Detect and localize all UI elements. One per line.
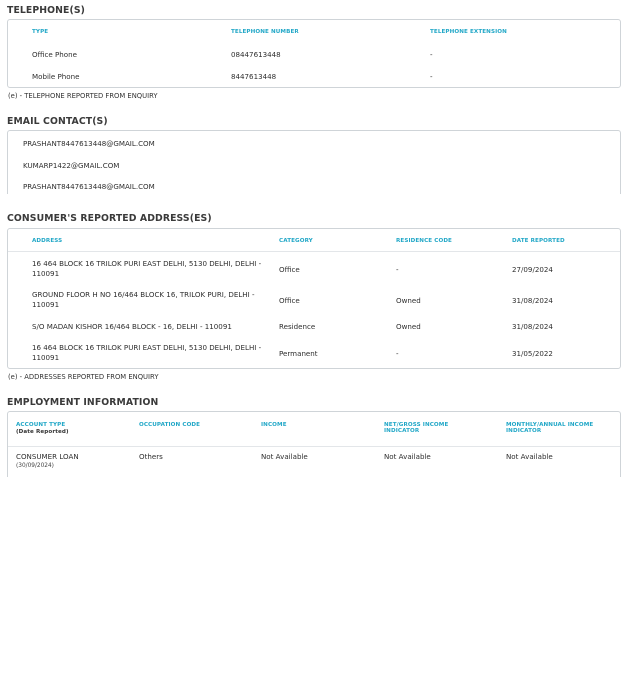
address-row-4-category: Permanent [279,349,318,358]
email-item-3: PRASHANT8447613448@GMAIL.COM [23,182,155,191]
telephone-section-title: TELEPHONE(S) [7,5,85,16]
address-row-2-category: Office [279,296,300,305]
telephone-row-2-extension: - [430,72,433,81]
email-item-2: KUMARP1422@GMAIL.COM [23,161,120,170]
address-row-2-date: 31/08/2024 [512,296,553,305]
telephone-header-extension: TELEPHONE EXTENSION [430,29,507,35]
email-item-1: PRASHANT8447613448@GMAIL.COM [23,139,155,148]
address-row-3-address: S/O MADAN KISHOR 16/464 BLOCK - 16, DELHI - 110091 [32,322,232,331]
telephone-row-1-extension: - [430,50,433,59]
employment-account-type [16,452,79,470]
telephone-header-type: TYPE [32,29,49,35]
employment-header-monthly-annual: MONTHLY/ANNUAL INCOME INDICATOR [506,422,594,434]
telephone-row-2-type: Mobile Phone [32,72,80,81]
employment-header-divider [8,446,620,447]
address-row-1-address: 16 464 BLOCK 16 TRILOK PURI EAST DELHI, 5130 DELHI, DELHI - 110091 [32,259,262,278]
employment-section-title: EMPLOYMENT INFORMATION [7,397,159,408]
employment-date-reported: (30/09/2024) [16,462,54,469]
employment-header-income: INCOME [261,422,287,428]
employment-table [7,411,621,477]
telephone-header-number: TELEPHONE NUMBER [231,29,299,35]
address-row-1-residence: - [396,265,399,274]
telephone-table [7,19,621,88]
address-row-1-category: Office [279,265,300,274]
telephone-row-2-number: 8447613448 [231,72,277,81]
employment-header-occupation: OCCUPATION CODE [139,422,201,428]
address-row-3-category: Residence [279,322,316,331]
address-row-1-date: 27/09/2024 [512,265,553,274]
employment-income: Not Available [261,452,308,461]
address-header-address: ADDRESS [32,238,63,244]
address-section-title: CONSUMER'S REPORTED ADDRESS(ES) [7,213,212,224]
telephone-row-1-number: 08447613448 [231,50,281,59]
employment-net-gross: Not Available [384,452,431,461]
employment-occupation: Others [139,452,163,461]
address-row-4-residence: - [396,349,399,358]
address-table [7,228,621,369]
address-row-4-address: 16 464 BLOCK 16 TRILOK PURI EAST DELHI, 5130 DELHI, DELHI - 110091 [32,343,262,362]
employment-header-net-gross: NET/GROSS INCOME INDICATOR [384,422,449,434]
telephone-note: (e) - TELEPHONE REPORTED FROM ENQUIRY [8,92,158,100]
email-section-title: EMAIL CONTACT(S) [7,116,108,127]
employment-monthly-annual: Not Available [506,452,553,461]
employment-header-date-reported: (Date Reported) [16,429,69,435]
telephone-row-1-type: Office Phone [32,50,77,59]
address-row-2-address: GROUND FLOOR H NO 16/464 BLOCK 16, TRILOK PURI, DELHI - 110091 [32,290,255,309]
address-header-category: CATEGORY [279,238,313,244]
employment-account-type-value: CONSUMER LOAN [16,452,79,461]
address-header-date: DATE REPORTED [512,238,565,244]
employment-header-account-type: ACCOUNT TYPE [16,422,66,428]
address-row-4-date: 31/05/2022 [512,349,553,358]
address-row-3-residence: Owned [396,322,421,331]
email-list [7,130,621,194]
address-row-2-residence: Owned [396,296,421,305]
address-row-3-date: 31/08/2024 [512,322,553,331]
address-note: (e) - ADDRESSES REPORTED FROM ENQUIRY [8,373,159,381]
address-header-divider [8,251,620,252]
address-header-residence: RESIDENCE CODE [396,238,452,244]
